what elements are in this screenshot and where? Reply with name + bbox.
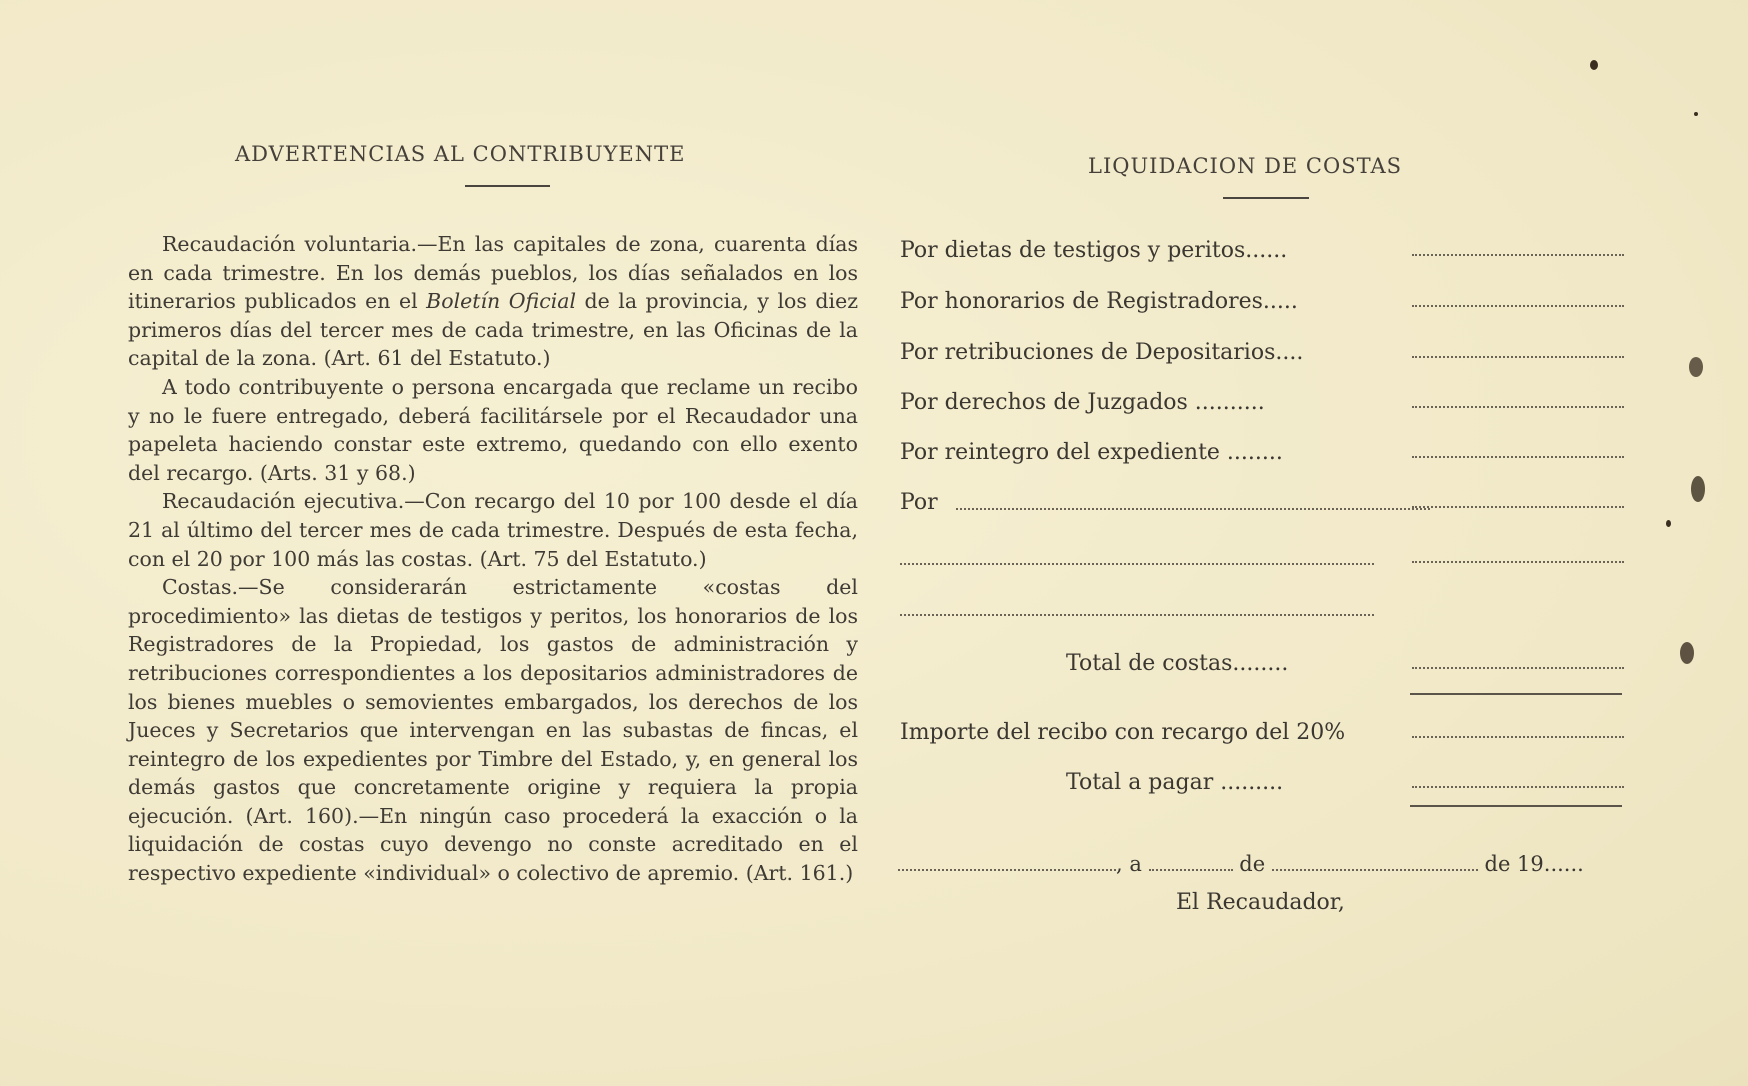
row-por-otros: Por xyxy=(900,490,1620,522)
amount-field xyxy=(1412,305,1624,307)
total-rule xyxy=(1410,693,1622,695)
paragraph-costas: Costas.—Se considerarán estrictamente «costas del procedimiento» las dietas de testigos y peritos, los honorarios de los Registradores de la Propiedad, los gastos de administración y retribuciones correspondientes a los depositarios administradores de los bienes muebles o semovientes embargados, los derechos de los Jueces y Secretarios que intervengan en las subastas de fincas, el reintegro de los expedientes por Timbre del Estado, y, en general los demás gastos que concretamente origine y requiera la propia ejecución. (Art. 160).—En ningún caso procederá la exacción o la liquidación de costas cuyo devengo no conste acreditado en el respectivo expediente «individual» o colectivo de apremio. (Art. 161.) xyxy=(128,575,858,886)
row-dietas: Por dietas de testigos y peritos...... xyxy=(900,238,1620,270)
amount-field xyxy=(1412,406,1624,408)
blank-line xyxy=(1149,869,1233,871)
advertencias-title: ADVERTENCIAS AL CONTRIBUYENTE xyxy=(235,142,686,166)
row-total-costas: Total de costas........ xyxy=(900,651,1620,683)
amount-field xyxy=(1412,456,1624,458)
advertencias-text xyxy=(128,230,858,888)
paper-stain xyxy=(1691,476,1705,502)
liquidacion-title: LIQUIDACION DE COSTAS xyxy=(1088,154,1403,178)
title-underline-left xyxy=(465,185,550,187)
amount-field xyxy=(1412,786,1624,788)
amount-field xyxy=(1412,561,1624,563)
paper-stain xyxy=(1694,112,1698,116)
total-rule xyxy=(1410,805,1622,807)
row-importe-recibo: Importe del recibo con recargo del 20% xyxy=(900,720,1620,752)
paper-stain xyxy=(1689,357,1703,377)
paper-stain xyxy=(1680,642,1694,664)
row-blank-1 xyxy=(900,545,1620,577)
amount-field xyxy=(1412,356,1624,358)
paper-stain xyxy=(1666,520,1671,527)
title-underline-right xyxy=(1223,197,1309,199)
blank-line xyxy=(956,506,1430,510)
date-line: , a de de 19...... xyxy=(898,852,1623,876)
row-reintegro: Por reintegro del expediente ........ xyxy=(900,440,1620,472)
paragraph-recaudacion-ejecutiva: Recaudación ejecutiva.—Con recargo del 10 por 100 desde el día 21 al último del tercer mes de cada trimestre. Después de esta fecha, con el 20 por 100 más las costas. (Art. 75 del Estatuto.) xyxy=(128,489,858,571)
paper-stain xyxy=(1590,60,1598,70)
row-honorarios: Por honorarios de Registradores..... xyxy=(900,289,1620,321)
blank-line xyxy=(900,612,1374,616)
row-retribuciones: Por retribuciones de Depositarios.... xyxy=(900,340,1620,372)
amount-field xyxy=(1412,506,1624,508)
paragraph-reclamacion-recibo: A todo contribuyente o persona encargada que reclame un recibo y no le fuere entregado, deberá facilitársele por el Recaudador una papeleta haciendo constar este extremo, quedando con ello exento del recargo. (Arts. 31 y 68.) xyxy=(128,374,858,485)
signature-label: El Recaudador, xyxy=(1176,890,1345,915)
blank-line xyxy=(900,561,1374,565)
amount-field xyxy=(1412,667,1624,669)
row-total-pagar: Total a pagar ......... xyxy=(900,770,1620,802)
amount-field xyxy=(1412,254,1624,256)
row-blank-2 xyxy=(900,596,1620,628)
row-juzgados: Por derechos de Juzgados .......... xyxy=(900,390,1620,422)
amount-field xyxy=(1412,736,1624,738)
blank-line xyxy=(1272,869,1478,871)
paragraph-recaudacion-voluntaria: Recaudación voluntaria.—En las capitales de zona, cuarenta días en cada trimestre. En los demás pueblos, los días señalados en los itinerarios publicados en el Boletín Oficial de la provincia, y los diez primeros días del tercer mes de cada trimestre, en las Oficinas de la capital de la zona. (Art. 61 del Estatuto.) xyxy=(128,232,859,371)
blank-line xyxy=(898,869,1116,871)
